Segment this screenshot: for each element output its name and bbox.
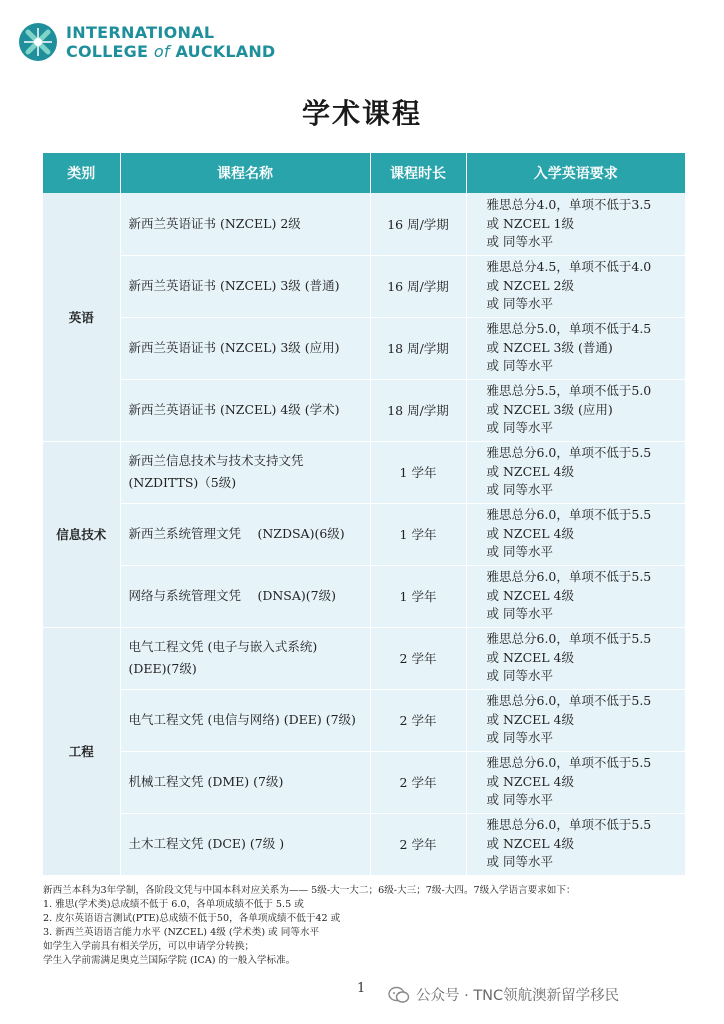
course-name-cell [120,627,370,689]
requirement-line: 或 同等水平 [486,792,553,808]
requirement-line: 或 同等水平 [486,420,553,436]
requirement-line: 雅思总分6.0，单项不低于5.5 [486,817,652,833]
requirement-line: 雅思总分4.5，单项不低于4.0 [486,259,652,275]
course-name-cell [120,317,370,379]
requirement-line: 或 同等水平 [486,668,553,684]
requirement-line: 或 同等水平 [486,544,553,560]
requirement-line: 或 同等水平 [486,482,553,498]
wechat-icon [388,986,410,1004]
header-duration: 课程时长 [370,153,466,193]
course-name-cell [120,379,370,441]
course-name-line: (DEE)(7级) [128,661,197,676]
header-course-name: 课程名称 [120,153,370,193]
course-name-line: 新西兰英语证书 (NZCEL) 2级 [128,215,301,231]
note-line: 学生入学前需满足奥克兰国际学院 (ICA) 的一般入学标准。 [43,955,296,966]
logo-word-auckland: AUCKLAND [175,42,276,61]
duration-cell: 18 周/学期 [370,379,466,441]
table-row [43,627,685,689]
requirement-line: 或 NZCEL 4级 [486,525,575,541]
requirement-cell [466,441,685,503]
table-row [43,565,685,627]
header-english-requirement: 入学英语要求 [466,153,685,193]
requirement-line: 雅思总分6.0，单项不低于5.5 [486,631,652,647]
course-table [43,153,686,876]
table-header-row [43,153,685,193]
requirement-line: 雅思总分6.0，单项不低于5.5 [486,693,652,709]
requirement-line: 雅思总分6.0，单项不低于5.5 [486,755,652,771]
course-name-cell [120,813,370,875]
table-row [43,751,685,813]
requirement-cell [466,565,685,627]
college-name [66,23,275,61]
requirement-line: 雅思总分6.0，单项不低于5.5 [486,569,652,585]
requirement-line: 或 NZCEL 3级 (应用) [486,401,613,417]
duration-cell: 18 周/学期 [370,317,466,379]
course-name-line: 土木工程文凭 (DCE) (7级 ) [128,836,285,851]
logo-word-of: of [153,42,170,61]
duration-cell: 16 周/学期 [370,193,466,255]
duration-cell: 1 学年 [370,565,466,627]
requirement-line: 雅思总分6.0，单项不低于5.5 [486,445,652,461]
note-line: 3. 新西兰英语语言能力水平 (NZCEL) 4级 (学术类) 或 同等水平 [43,927,320,938]
requirement-cell [466,193,685,255]
requirement-line: 或 同等水平 [486,234,553,249]
table-row [43,193,685,255]
course-name-line: 新西兰英语证书 (NZCEL) 3级 (应用) [128,340,340,355]
note-line: 2. 皮尔英语语言测试(PTE)总成绩不低于50，各单项成绩不低于42 或 [43,913,341,924]
duration-cell: 1 学年 [370,503,466,565]
duration-cell: 1 学年 [370,441,466,503]
requirement-line: 或 NZCEL 1级 [486,215,575,231]
requirement-line: 雅思总分4.0，单项不低于3.5 [486,197,652,212]
requirement-cell [466,627,685,689]
table-row [43,689,685,751]
college-emblem-icon [18,22,58,62]
duration-cell: 2 学年 [370,813,466,875]
course-name-line: 机械工程文凭 (DME) (7级) [128,774,284,789]
requirement-line: 或 同等水平 [486,854,553,870]
wechat-watermark [388,984,619,1005]
note-line: 新西兰本科为3年学制，各阶段文凭与中国本科对应关系为—— 5级-大一大二；6级-大三；7级-大四。7级入学语言要求如下： [43,885,576,896]
course-name-line: (NZDITTS)（5级) [128,475,237,490]
course-name-cell [120,565,370,627]
logo-word-college: COLLEGE [66,42,149,61]
course-name-line: 电气工程文凭 (电信与网络) (DEE) (7级) [128,712,356,727]
table-row [43,503,685,565]
requirement-line: 雅思总分6.0，单项不低于5.5 [486,507,652,523]
course-name-cell [120,255,370,317]
requirement-line: 或 NZCEL 4级 [486,773,575,789]
course-name-cell [120,689,370,751]
table-row [43,441,685,503]
logo-line-1: INTERNATIONAL [66,23,215,42]
requirement-line: 或 同等水平 [486,358,553,374]
category-cell: 英语 [43,193,120,441]
course-name-line: 新西兰英语证书 (NZCEL) 4级 (学术) [128,402,340,417]
requirement-line: 或 NZCEL 4级 [486,649,575,665]
requirement-cell [466,255,685,317]
requirement-cell [466,317,685,379]
requirement-cell [466,813,685,875]
table-body [43,193,685,875]
requirement-line: 或 NZCEL 3级 (普通) [486,339,613,355]
category-cell: 信息技术 [43,441,120,627]
requirement-line: 或 NZCEL 2级 [486,277,575,293]
table-row [43,317,685,379]
requirement-cell [466,379,685,441]
requirement-line: 雅思总分5.0，单项不低于4.5 [486,321,652,337]
requirement-line: 或 同等水平 [486,296,553,312]
header-category: 类别 [43,153,120,193]
course-name-line: 新西兰系统管理文凭 (NZDSA)(6级) [128,526,345,541]
requirement-line: 雅思总分5.5，单项不低于5.0 [486,383,652,399]
note-line: 1. 雅思(学术类)总成绩不低于 6.0，各单项成绩不低于 5.5 或 [43,899,304,910]
requirement-line: 或 NZCEL 4级 [486,835,575,851]
requirement-line: 或 NZCEL 4级 [486,711,575,727]
course-name-line: 电气工程文凭 (电子与嵌入式系统) [128,639,318,654]
course-name-line: 网络与系统管理文凭 (DNSA)(7级) [128,588,336,603]
logo-line-2 [66,42,275,61]
course-name-line: 新西兰信息技术与技术支持文凭 [128,453,304,468]
college-logo [18,18,275,66]
table-row [43,255,685,317]
note-line: 如学生入学前具有相关学历，可以申请学分转换； [43,941,255,952]
table-row [43,379,685,441]
requirement-cell [466,751,685,813]
course-name-cell [120,751,370,813]
duration-cell: 16 周/学期 [370,255,466,317]
footnotes [43,884,693,968]
requirement-cell [466,503,685,565]
course-name-cell [120,441,370,503]
requirement-line: 或 NZCEL 4级 [486,587,575,603]
course-name-cell [120,193,370,255]
table-row [43,813,685,875]
requirement-line: 或 NZCEL 4级 [486,463,575,479]
course-name-line: 新西兰英语证书 (NZCEL) 3级 (普通) [128,278,340,293]
watermark-text: 公众号 · TNC领航澳新留学移民 [416,988,620,1004]
course-name-cell [120,503,370,565]
page-number: 1 [357,981,366,996]
duration-cell: 2 学年 [370,689,466,751]
duration-cell: 2 学年 [370,627,466,689]
requirement-line: 或 同等水平 [486,606,553,622]
page-title: 学术课程 [301,97,422,130]
requirement-line: 或 同等水平 [486,730,553,746]
requirement-cell [466,689,685,751]
category-cell: 工程 [43,627,120,875]
duration-cell: 2 学年 [370,751,466,813]
